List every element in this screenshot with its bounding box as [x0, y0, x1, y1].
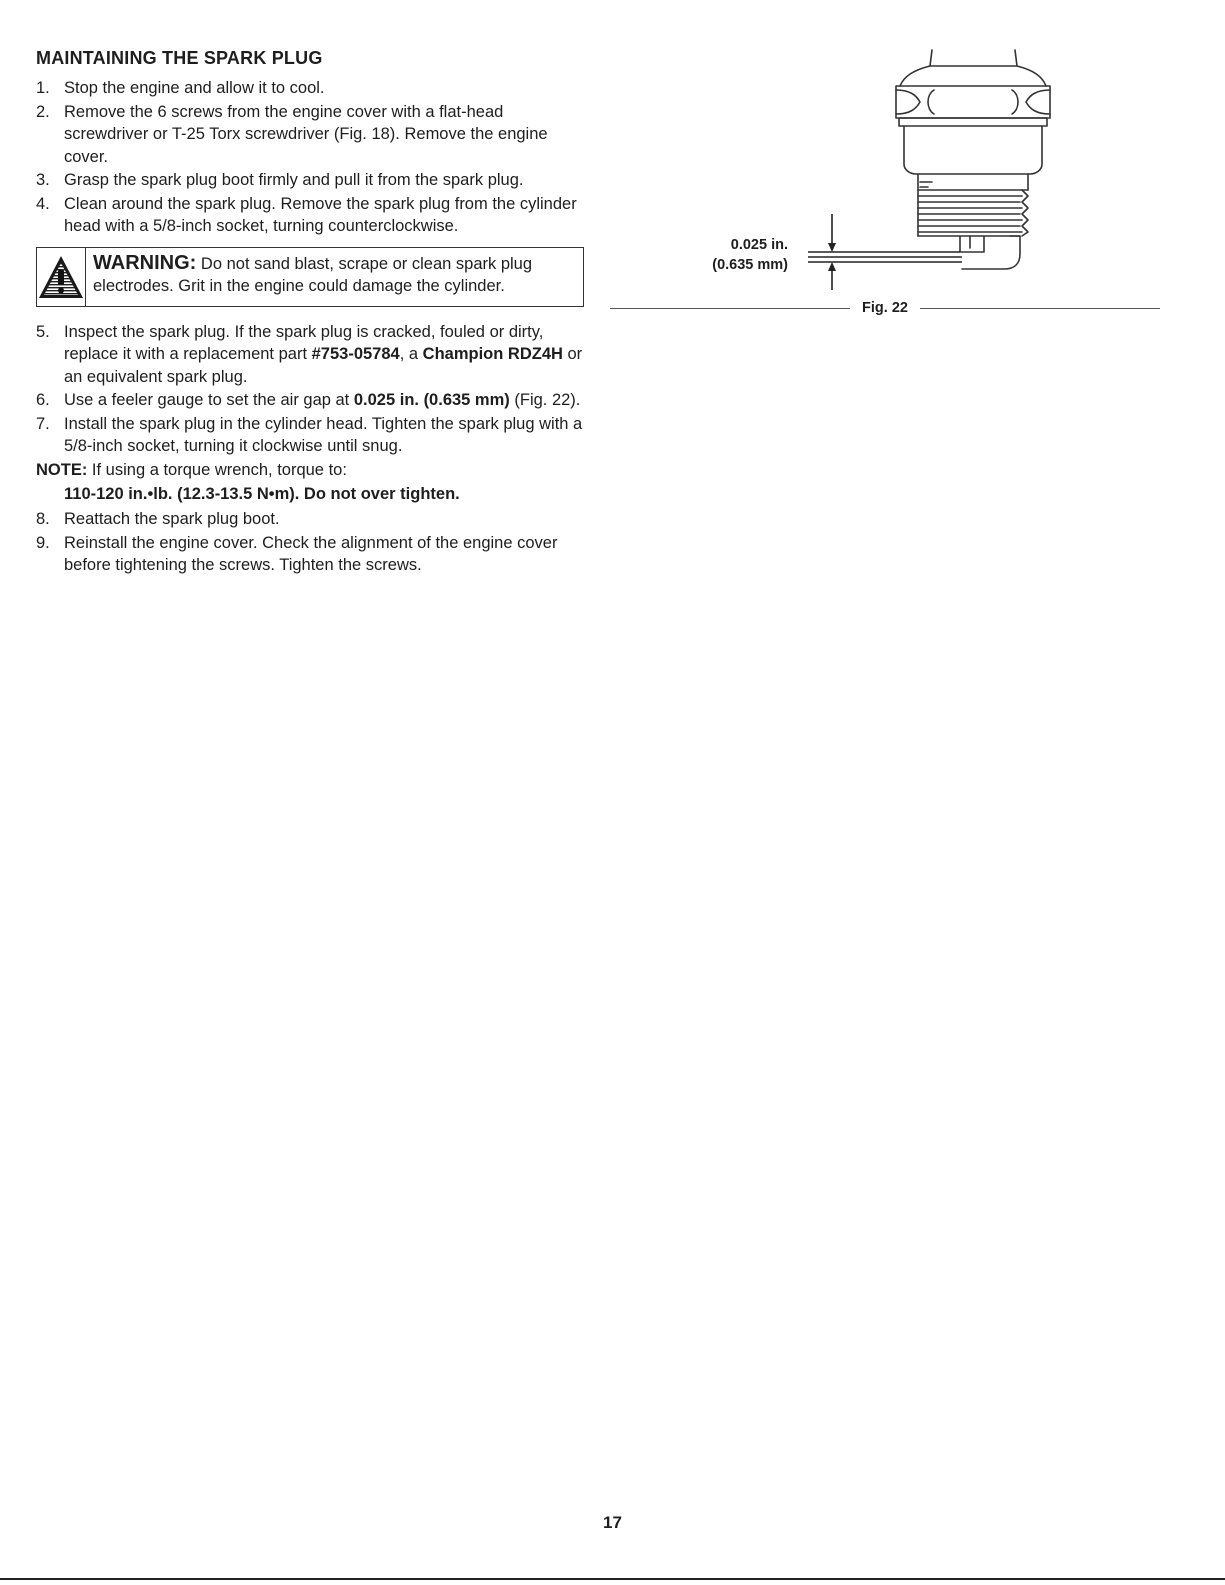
- spark-plug-gap-illustration: [610, 40, 1170, 290]
- step-text: Stop the engine and allow it to cool.: [64, 79, 325, 97]
- step-text: Reattach the spark plug boot.: [64, 510, 280, 528]
- figure-caption-row: [610, 300, 1160, 316]
- warning-body: Do not sand blast, scrape or clean spark plug electrodes. Grit in the engine could damage the cylinder.: [93, 254, 533, 295]
- step-number: 5.: [36, 322, 50, 341]
- step-text: Install the spark plug in the cylinder head. Tighten the spark plug with a 5/8-inch socket, turning it clockwise until snug.: [64, 414, 583, 455]
- step-number: 8.: [36, 510, 50, 528]
- bottom-rule: [0, 1578, 1225, 1580]
- list-item: [36, 193, 584, 238]
- step-number: 9.: [36, 533, 50, 552]
- step-text: Remove the 6 screws from the engine cover with a flat-head screwdriver or T-25 Torx screwdriver (Fig. 18). Remove the engine cover.: [64, 102, 548, 166]
- caption-rule-right: [920, 308, 1160, 309]
- warning-text: [86, 248, 583, 306]
- step-text: (Fig. 22).: [509, 391, 581, 409]
- step-number: 7.: [36, 414, 50, 433]
- warning-label: WARNING:: [93, 251, 197, 274]
- warning-triangle-icon: [37, 254, 85, 300]
- list-item: [36, 389, 584, 412]
- part-number: #753-05784: [311, 345, 400, 363]
- torque-value: 110-120 in.•lb. (12.3-13.5 N•m). Do not over tighten.: [64, 485, 460, 503]
- list-item: [36, 532, 584, 577]
- step-number: 1.: [36, 79, 50, 97]
- gap-label-mm: (0.635 mm): [712, 257, 788, 273]
- list-item: [36, 101, 584, 169]
- step-number: 3.: [36, 171, 50, 189]
- step-text: Grasp the spark plug boot firmly and pull it from the spark plug.: [64, 171, 524, 189]
- figure-22: [610, 40, 1170, 330]
- note-text: If using a torque wrench, torque to:: [87, 460, 347, 479]
- step-number: 2.: [36, 102, 50, 121]
- step-text: , a: [399, 345, 423, 363]
- maintenance-section: [36, 48, 584, 578]
- page-number: 17: [603, 1513, 622, 1532]
- warning-box: [36, 247, 584, 307]
- warning-icon-cell: [37, 248, 86, 306]
- list-item: [36, 77, 584, 100]
- section-heading: MAINTAINING THE SPARK PLUG: [36, 48, 323, 68]
- step-number: 6.: [36, 391, 50, 409]
- step-number: 4.: [36, 194, 50, 213]
- figure-caption: Fig. 22: [862, 300, 908, 316]
- step-text: Clean around the spark plug. Remove the spark plug from the cylinder head with a 5/8-inch socket, turning counterclockwise.: [64, 194, 577, 235]
- list-item: [36, 321, 584, 389]
- list-item: [36, 508, 584, 531]
- air-gap-value: 0.025 in. (0.635 mm): [353, 391, 510, 409]
- step-text: or an equivalent spark plug.: [64, 345, 583, 386]
- note-label: NOTE:: [36, 460, 88, 479]
- spark-plug-model: Champion RDZ4H: [422, 345, 563, 363]
- note: [36, 459, 584, 482]
- step-text: Use a feeler gauge to set the air gap at: [64, 391, 354, 409]
- gap-label-in: 0.025 in.: [730, 237, 788, 253]
- list-item: [36, 413, 584, 458]
- step-text: Reinstall the engine cover. Check the alignment of the engine cover before tightening the screws. Tighten the screws.: [64, 533, 558, 574]
- list-item: [36, 169, 584, 192]
- step-text: Inspect the spark plug. If the spark plug is cracked, fouled or dirty, replace it with a replacement part: [64, 322, 544, 363]
- caption-rule-left: [610, 308, 850, 309]
